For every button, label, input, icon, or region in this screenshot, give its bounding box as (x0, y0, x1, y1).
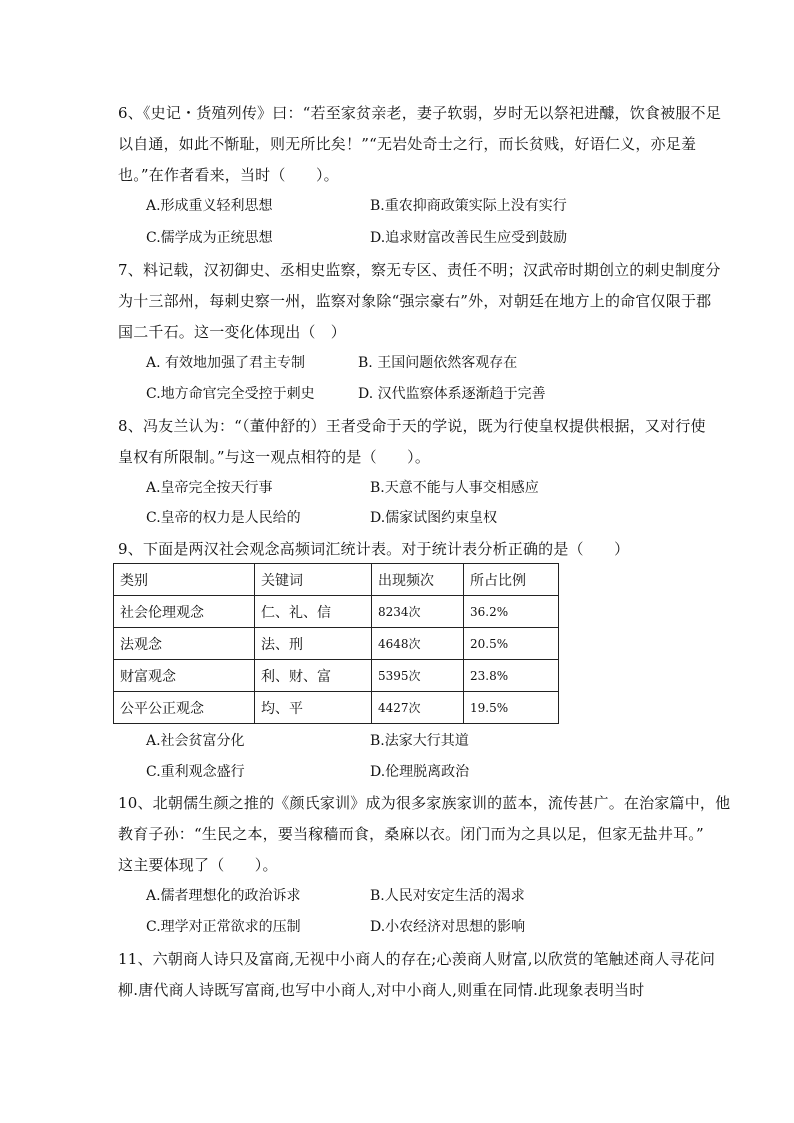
table-cell: 4427次 (372, 692, 464, 724)
q9-option-b: B.法家大行其道 (370, 733, 469, 749)
q9-option-d: D.伦理脱离政治 (370, 764, 470, 780)
table-cell: 23.8% (464, 660, 559, 692)
table-cell: 19.5% (464, 692, 559, 724)
table-cell: 均、平 (255, 692, 372, 724)
table-cell: 法观念 (114, 628, 255, 660)
q10-text-line-2: 教育子孙：“生民之本，要当稼穑而食，桑麻以衣。闭门而为之具以足，但家无盐井耳。” (118, 825, 704, 843)
table-row (114, 628, 559, 660)
table-header-cell: 关键词 (255, 564, 372, 596)
q6-option-b: B.重农抑商政策实际上没有实行 (370, 198, 567, 214)
q6-text-line-3: 也。”在作者看来，当时（ ）。 (118, 166, 339, 184)
table-header-row (114, 564, 559, 596)
q6-text-line-2: 以自通，如此不惭耻，则无所比矣！”“无岩处奇士之行，而长贫贱，好语仁义，亦足羞 (118, 135, 697, 153)
q6-option-c: C.儒学成为正统思想 (146, 230, 273, 246)
table-cell: 利、财、富 (255, 660, 372, 692)
q8-text-line-1: 8、冯友兰认为：“（董仲舒的）王者受命于天的学说，既为行使皇权提供根据，又对行使 (118, 417, 706, 435)
q10-text-line-3: 这主要体现了（ ）。 (118, 856, 278, 874)
q8-option-d: D.儒家试图约束皇权 (370, 510, 498, 526)
table-row (114, 660, 559, 692)
table-header-cell: 类别 (114, 564, 255, 596)
table-cell: 公平公正观念 (114, 692, 255, 724)
q10-option-d: D.小农经济对思想的影响 (370, 919, 526, 935)
q7-text-line-2: 为十三部州，每刺史察一州，监察对象除“强宗豪右”外，对朝廷在地方上的命官仅限于郡 (118, 292, 712, 310)
q7-text-line-1: 7、料记载，汉初御史、丞相史监察，察无专区、责任不明；汉武帝时期创立的刺史制度分 (118, 261, 721, 279)
table-cell: 20.5% (464, 628, 559, 660)
q9-option-a: A.社会贫富分化 (146, 733, 245, 749)
table-cell: 法、刑 (255, 628, 372, 660)
q10-option-c: C.理学对正常欲求的压制 (146, 919, 301, 935)
q11-text-line-1: 11、六朝商人诗只及富商,无视中小商人的存在;心羡商人财富,以欣赏的笔触述商人寻花问 (118, 950, 716, 968)
q8-option-b: B.天意不能与人事交相感应 (370, 480, 539, 496)
q6-text-line-1: 6、《史记・货殖列传》曰：“若至家贫亲老，妻子软弱，岁时无以祭祀进醵，饮食被服不足 (118, 104, 721, 122)
q7-option-c: C.地方命官完全受控于刺史 (146, 386, 315, 402)
table-cell: 4648次 (372, 628, 464, 660)
q10-option-b: B.人民对安定生活的渴求 (370, 888, 525, 904)
q8-option-c: C.皇帝的权力是人民给的 (146, 510, 301, 526)
table-header-cell: 出现频次 (372, 564, 464, 596)
statistics-table (113, 563, 559, 724)
q8-text-line-2: 皇权有所限制。”与这一观点相符的是（ ）。 (118, 448, 431, 466)
table-cell: 财富观念 (114, 660, 255, 692)
q7-option-a: A. 有效地加强了君主专制 (146, 355, 306, 371)
q7-text-line-3: 国二千石。这一变化体现出（ ） (118, 323, 347, 341)
table-header-cell: 所占比例 (464, 564, 559, 596)
table-cell: 5395次 (372, 660, 464, 692)
q6-option-d: D.追求财富改善民生应受到鼓励 (370, 230, 568, 246)
q11-text-line-2: 柳.唐代商人诗既写富商,也写中小商人,对中小商人,则重在同情.此现象表明当时 (118, 981, 645, 999)
q8-option-a: A.皇帝完全按天行事 (146, 480, 273, 496)
table-row (114, 596, 559, 628)
table-cell: 8234次 (372, 596, 464, 628)
table-cell: 36.2% (464, 596, 559, 628)
table-row (114, 692, 559, 724)
q10-option-a: A.儒者理想化的政治诉求 (146, 888, 301, 904)
q10-text-line-1: 10、北朝儒生颜之推的《颜氏家训》成为很多家族家训的蓝本，流传甚广。在治家篇中，他 (118, 794, 731, 812)
q6-option-a: A.形成重义轻利思想 (146, 198, 273, 214)
q7-option-b: B. 王国问题依然客观存在 (358, 355, 518, 371)
q9-text-line-1: 9、下面是两汉社会观念高频词汇统计表。对于统计表分析正确的是（ ） (118, 540, 630, 558)
table-cell: 仁、礼、信 (255, 596, 372, 628)
q9-option-c: C.重利观念盛行 (146, 764, 245, 780)
q7-option-d: D. 汉代监察体系逐渐趋于完善 (358, 386, 546, 402)
table-cell: 社会伦理观念 (114, 596, 255, 628)
